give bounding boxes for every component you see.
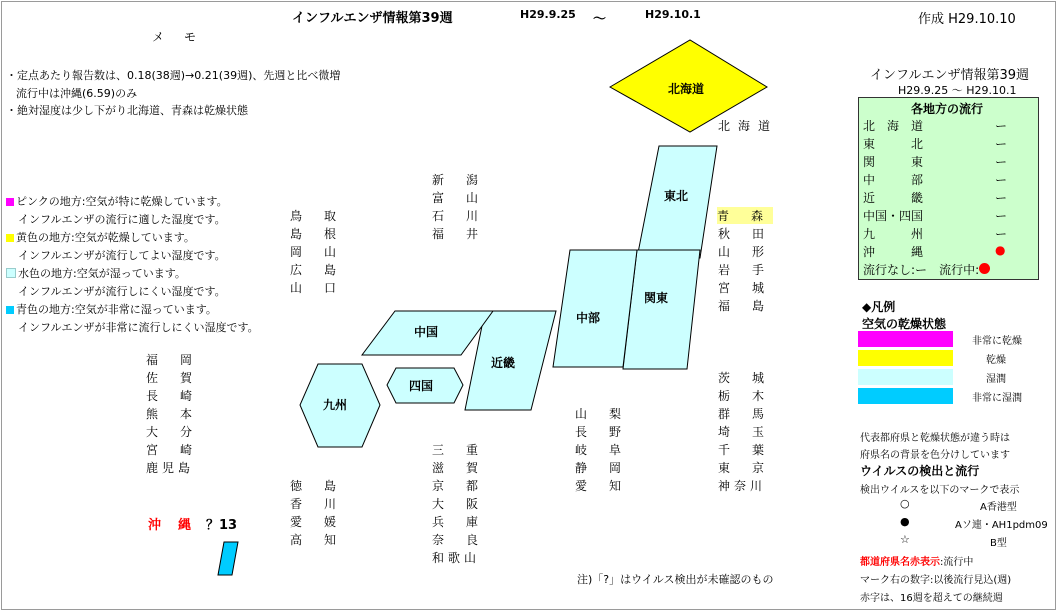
color-note-lightblue: 水色の地方:空気が湿っています。 [6,265,186,281]
pref-kinki: 三重 [432,443,501,457]
legend-label: 非常に乾燥 [972,336,1022,347]
status-value: ー [995,119,1008,133]
pref-kinki: 兵庫 [432,515,501,529]
pref-kinki: 和歌山 [432,551,481,565]
color-note-yellow: 黄色の地方:空気が乾燥しています。 [6,229,195,245]
legend-swatch-humid [858,369,953,385]
pref-chubu-north: 福井 [432,227,501,241]
status-value: ー [995,137,1008,151]
pref-kinki: 京都 [432,479,501,493]
pref-tohoku: 宮城 [718,281,787,295]
footnote: 注)「?」はウイルス検出が未確認のもの [577,573,774,586]
pref-chugoku: 広島 [290,263,359,277]
hongkong-mark-icon: ○ [900,497,910,510]
legend-label: 乾燥 [986,355,1006,366]
pref-okinawa-active: 沖 縄 [148,518,194,533]
pref-kyushu: 大分 [146,425,215,439]
status-value: ー [995,191,1008,205]
legend-note: 代表都府県と乾燥状態が違う時は [860,433,1010,444]
pref-kyushu: 長崎 [146,389,215,403]
red-num-desc: 赤字は、16週を超えての継続週 [860,593,1003,604]
color-note-blue: 青色の地方:空気が非常に湿っています。 [6,301,217,317]
pref-chugoku: 岡山 [290,245,359,259]
pref-chubu-south: 山梨 [575,407,644,421]
pref-tohoku: 秋田 [718,227,787,241]
pref-kinki: 奈良 [432,533,501,547]
status-label: 中 部 [863,173,924,187]
status-label: 中国・四国 [863,209,924,223]
pref-kinki: 滋賀 [432,461,501,475]
pref-chugoku: 島根 [290,227,359,241]
legend-swatch-very-humid [858,388,953,404]
legend-heading: ◆凡例 [862,300,896,314]
date-tilde: ～ [593,12,607,27]
pref-chubu-south: 岐阜 [575,443,644,457]
virus-label: Aソ連・AH1pdm09 [955,520,1048,531]
status-value: ー [995,209,1008,223]
pref-tohoku: 岩手 [718,263,787,277]
pref-aomori: 青森 [717,209,786,223]
pref-kyushu: 福岡 [146,353,215,367]
pref-kyushu: 熊本 [146,407,215,421]
memo-line: ・定点あたり報告数は、0.18(38週)→0.21(39週)、先週と比べ微増 [6,69,341,82]
date-end: H29.10.1 [645,8,701,21]
status-value: ー [995,155,1008,169]
status-legend: 流行なし:ー 流行中: [863,261,990,278]
pref-chubu-south: 愛知 [575,479,644,493]
pref-kanto: 茨城 [718,371,787,385]
virus-label: A香港型 [980,502,1017,513]
pref-kyushu: 宮崎 [146,443,215,457]
pref-chubu-north: 石川 [432,209,501,223]
panel-heading: 各地方の流行 [911,102,984,116]
region-label-kanto: 関東 [644,291,669,305]
status-label: 関 東 [863,155,924,169]
region-label-chugoku: 中国 [414,325,439,339]
color-note-lightblue-sub: インフルエンザが流行しにくい湿度です。 [18,285,226,298]
active-dot-icon [979,263,990,274]
legend-swatch-dry [858,350,953,366]
typeb-mark-icon: ☆ [900,533,910,546]
pref-chubu-south: 静岡 [575,461,644,475]
status-label: 北 海 道 [863,119,924,133]
pref-chubu-north: 新潟 [432,173,501,187]
status-label: 東 北 [863,137,924,151]
legend-note: 府県名の背景を色分けしています [860,450,1010,461]
legend-swatch-very-dry [858,331,953,347]
legend-label: 非常に湿潤 [972,393,1022,404]
pref-kanto: 神奈川 [718,479,767,493]
region-label-hokkaido: 北海道 [668,82,705,96]
pref-kyushu: 鹿児島 [146,461,195,475]
memo-line: 流行中は沖縄(6.59)のみ [16,87,138,100]
pref-kanto: 栃木 [718,389,787,403]
region-label-chubu: 中部 [576,311,601,325]
pref-shikoku: 徳島 [290,479,359,493]
pref-kinki: 大阪 [432,497,501,511]
pref-shikoku: 愛媛 [290,515,359,529]
pref-shikoku: 香川 [290,497,359,511]
okinawa-mark: ？13 [206,518,238,533]
status-label: 近 畿 [863,191,924,205]
pref-chubu-south: 長野 [575,425,644,439]
date-start: H29.9.25 [520,8,576,21]
legend-label: 湿潤 [986,374,1006,385]
region-label-shikoku: 四国 [409,379,434,393]
status-value-active: ● [995,243,1006,257]
red-name-legend: 都道府県名赤表示:流行中 [860,557,974,568]
status-label: 沖 縄 [863,245,924,259]
pref-kanto: 千葉 [718,443,787,457]
memo-line: ・絶対湿度は少し下がり北海道、青森は乾燥状態 [6,104,248,117]
panel-period: H29.9.25 ～ H29.10.1 [898,84,1017,97]
status-value: ー [995,173,1008,187]
num-desc: マーク右の数字:以後流行見込(週) [860,575,1012,586]
status-label: 九 州 [863,227,924,241]
pref-tohoku: 福島 [718,299,787,313]
memo-heading: メ モ [152,30,201,44]
region-label-kyushu: 九州 [323,398,348,412]
panel-title: インフルエンザ情報第39週 [870,68,1030,83]
pref-chugoku: 山口 [290,281,359,295]
region-chubu [553,250,637,367]
pref-tohoku: 山形 [718,245,787,259]
virus-label: B型 [990,538,1007,549]
region-label-kinki: 近畿 [491,356,516,370]
color-note-blue-sub: インフルエンザが非常に流行しにくい湿度です。 [18,321,259,334]
legend-sub-heading: 空気の乾燥状態 [862,317,947,331]
pref-shikoku: 高知 [290,533,359,547]
region-label-tohoku: 東北 [664,189,689,203]
status-value: ー [995,227,1008,241]
color-note-pink-sub: インフルエンザの流行に適した湿度です。 [18,213,226,226]
pref-kanto: 東京 [718,461,787,475]
region-okinawa [218,542,238,575]
pref-kanto: 群馬 [718,407,787,421]
pref-chubu-north: 富山 [432,191,501,205]
page-title: インフルエンザ情報第39週 [292,11,453,26]
pref-hokkaido: 北海道 [718,119,779,133]
soviet-mark-icon: ● [900,515,910,528]
virus-desc: 検出ウイルスを以下のマークで表示 [860,485,1020,496]
region-status-panel [858,97,1039,280]
created-date: 作成 H29.10.10 [918,12,1016,27]
color-note-pink: ピンクの地方:空気が特に乾燥しています。 [6,193,228,209]
virus-heading: ウイルスの検出と流行 [860,464,980,478]
pref-kyushu: 佐賀 [146,371,215,385]
color-note-yellow-sub: インフルエンザが流行してよい湿度です。 [18,249,226,262]
pref-chugoku: 鳥取 [290,209,359,223]
pref-kanto: 埼玉 [718,425,787,439]
